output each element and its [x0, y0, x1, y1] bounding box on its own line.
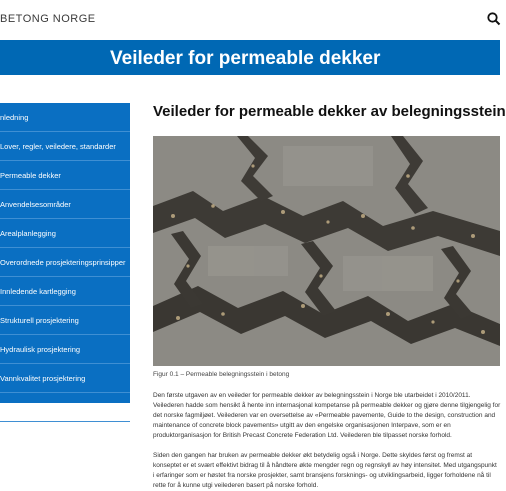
banner-title: Veileder for permeable dekker: [110, 48, 381, 69]
sidebar-nav: [0, 103, 130, 412]
sidebar-item-label: Arealplanlegging: [0, 229, 56, 238]
paragraph-line: rette for å kunne utgi veilederen basert på norske forhold.: [153, 482, 319, 489]
search-icon: [486, 11, 502, 27]
sidebar-item-strukturell[interactable]: [0, 306, 130, 335]
paragraph-line: maintenance of concrete block pavements» utgitt av den engelske organisasjonen Interpave, som er en: [153, 422, 451, 429]
paving-stones-photo: [153, 136, 500, 366]
paragraph-line: Veilederen hadde som hensikt å hente inn internasjonal kompetanse på permeable dekker og gjøre denne tilgjengelig for: [153, 402, 501, 409]
sidebar-item-vannkvalitet[interactable]: [0, 364, 130, 393]
betong-norge-logo[interactable]: BETONG NORGE: [0, 13, 96, 25]
paragraph-intro: [153, 391, 500, 441]
paragraph-line: Siden den gangen har bruken av permeable dekker økt betydelig også i Norge. Dette skyldes først og fremst at: [153, 452, 473, 459]
sidebar-item-hydraulisk[interactable]: [0, 335, 130, 364]
sidebar-item-label: Overordnede prosjekteringsprinsipper: [0, 258, 126, 267]
sidebar-item-kartlegging[interactable]: [0, 277, 130, 306]
sidebar-item-overordnede[interactable]: [0, 248, 130, 277]
paragraph-line: i erfaringer som er høstet fra norske prosjekter, samt bransjens forsknings- og utviklingsarbeid, ligger forholdene nå til: [153, 472, 491, 479]
paragraph-line: det norske fagmiljøet. Veilederen var en oversettelse av «Permeable pavemente, Guide to the design, construction and: [153, 412, 496, 419]
sidebar-item-label: Permeable dekker: [0, 171, 61, 180]
page-title: Veileder for permeable dekker av belegningsstein: [153, 103, 506, 120]
sidebar-item-lover-regler[interactable]: [0, 132, 130, 161]
sidebar-item-label: Designdetaljer: [0, 403, 48, 412]
sidebar-item-permeable-dekker[interactable]: [0, 161, 130, 190]
sidebar-item-label: Vannkvalitet prosjektering: [0, 374, 86, 383]
sidebar-item-designdetaljer[interactable]: [0, 393, 130, 422]
paragraph-line: konseptet er et svært effektivt bidrag til å håndtere økte mengder regn og regnskyll av høy intensitet. Med utgangspunkt: [153, 462, 497, 469]
paragraph-second: [153, 451, 497, 491]
search-button[interactable]: [486, 11, 502, 27]
sidebar-item-label: Innledende kartlegging: [0, 287, 76, 296]
title-banner: [0, 40, 500, 75]
sidebar-item-anvendelsesomrader[interactable]: [0, 190, 130, 219]
sidebar-item-label: nledning: [0, 113, 29, 122]
sidebar-item-label: Strukturell prosjektering: [0, 316, 79, 325]
sidebar-item-innledning[interactable]: [0, 103, 130, 132]
sidebar-item-arealplanlegging[interactable]: [0, 219, 130, 248]
main-content: [153, 103, 506, 489]
figure-caption: Figur 0.1 – Permeable belegningsstein i betong: [153, 371, 290, 378]
sidebar-item-label: Lover, regler, veiledere, standarder: [0, 142, 116, 151]
paragraph-line: Den første utgaven av en veileder for permeable dekker av belegningsstein i Norge ble utarbeidet i 2010/2011.: [153, 392, 471, 399]
paragraph-line: produktorganisasjon for British Precast Concrete Federation Ltd. Veilederen ble tilpasset norske forhold.: [153, 432, 452, 439]
sidebar-item-label: Hydraulisk prosjektering: [0, 345, 81, 354]
sidebar-item-label: Anvendelsesområder: [0, 200, 71, 209]
top-bar: [0, 0, 500, 40]
